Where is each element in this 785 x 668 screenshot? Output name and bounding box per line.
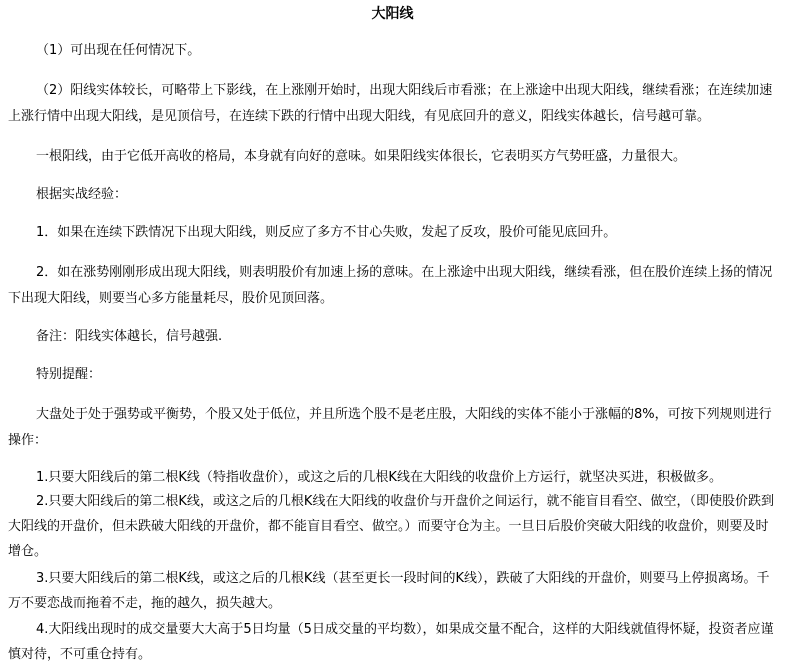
page-title: 大阳线 — [371, 6, 414, 22]
paragraph-10: 1.只要大阳线后的第二根K线（特指收盘价），或这之后的几根K线在大阳线的收盘价上方运行，就坚决买进，积极做多。 — [36, 470, 722, 485]
paragraph-2: （2）阳线实体较长，可略带上下影线，在上涨刚开始时，出现大阳线后市看涨；在上涨途中出现大阳线，继续看涨；在连续加速上涨行情中出现大阳线，是见顶信号，在连续下跌的行情中出现大阳线，有见底回升的意义，阳线实体越长，信号越可靠。 — [8, 83, 773, 124]
paragraph-8: 特别提醒： — [36, 367, 102, 382]
paragraph-7: 备注：阳线实体越长，信号越强. — [36, 329, 223, 344]
paragraph-13: 4.大阳线出现时的成交量要大大高于5日均量（5日成交量的平均数），如果成交量不配合，这样的大阳线就值得怀疑，投资者应谨慎对待，不可重仓持有。 — [8, 622, 774, 662]
paragraph-4: 根据实战经验： — [36, 187, 128, 202]
paragraph-1: （1）可出现在任何情况下。 — [36, 43, 201, 58]
paragraph-3: 一根阳线，由于它低开高收的格局，本身就有向好的意味。如果阳线实体很长，它表明买方气势旺盛，力量很大。 — [36, 149, 687, 164]
paragraph-6: 2．如在涨势刚刚形成出现大阳线，则表明股价有加速上扬的意味。在上涨途中出现大阳线，继续看涨，但在股价连续上扬的情况下出现大阳线，则要当心多方能量耗尽，股价见顶回落。 — [8, 265, 773, 306]
paragraph-12: 3.只要大阳线后的第二根K线，或这之后的几根K线（甚至更长一段时间的K线），跌破了大阳线的开盘价，则要马上停损离场。千万不要恋战而拖着不走，拖的越久，损失越大。 — [8, 571, 770, 611]
paragraph-11: 2.只要大阳线后的第二根K线，或这之后的几根K线在大阳线的收盘价与开盘价之间运行，就不能盲目看空、做空，（即使股价跌到大阳线的开盘价，但未跌破大阳线的开盘价，都不能盲目看空、做空。）而要守仓为主。一旦日后股价突破大阳线的收盘价，则要及时增仓。 — [8, 494, 774, 559]
paragraph-9: 大盘处于处于强势或平衡势，个股又处于低位，并且所选个股不是老庄股，大阳线的实体不能小于涨幅的8%，可按下列规则进行操作： — [8, 407, 772, 448]
paragraph-5: 1．如果在连续下跌情况下出现大阳线，则反应了多方不甘心失败，发起了反攻，股价可能见底回升。 — [36, 225, 617, 240]
